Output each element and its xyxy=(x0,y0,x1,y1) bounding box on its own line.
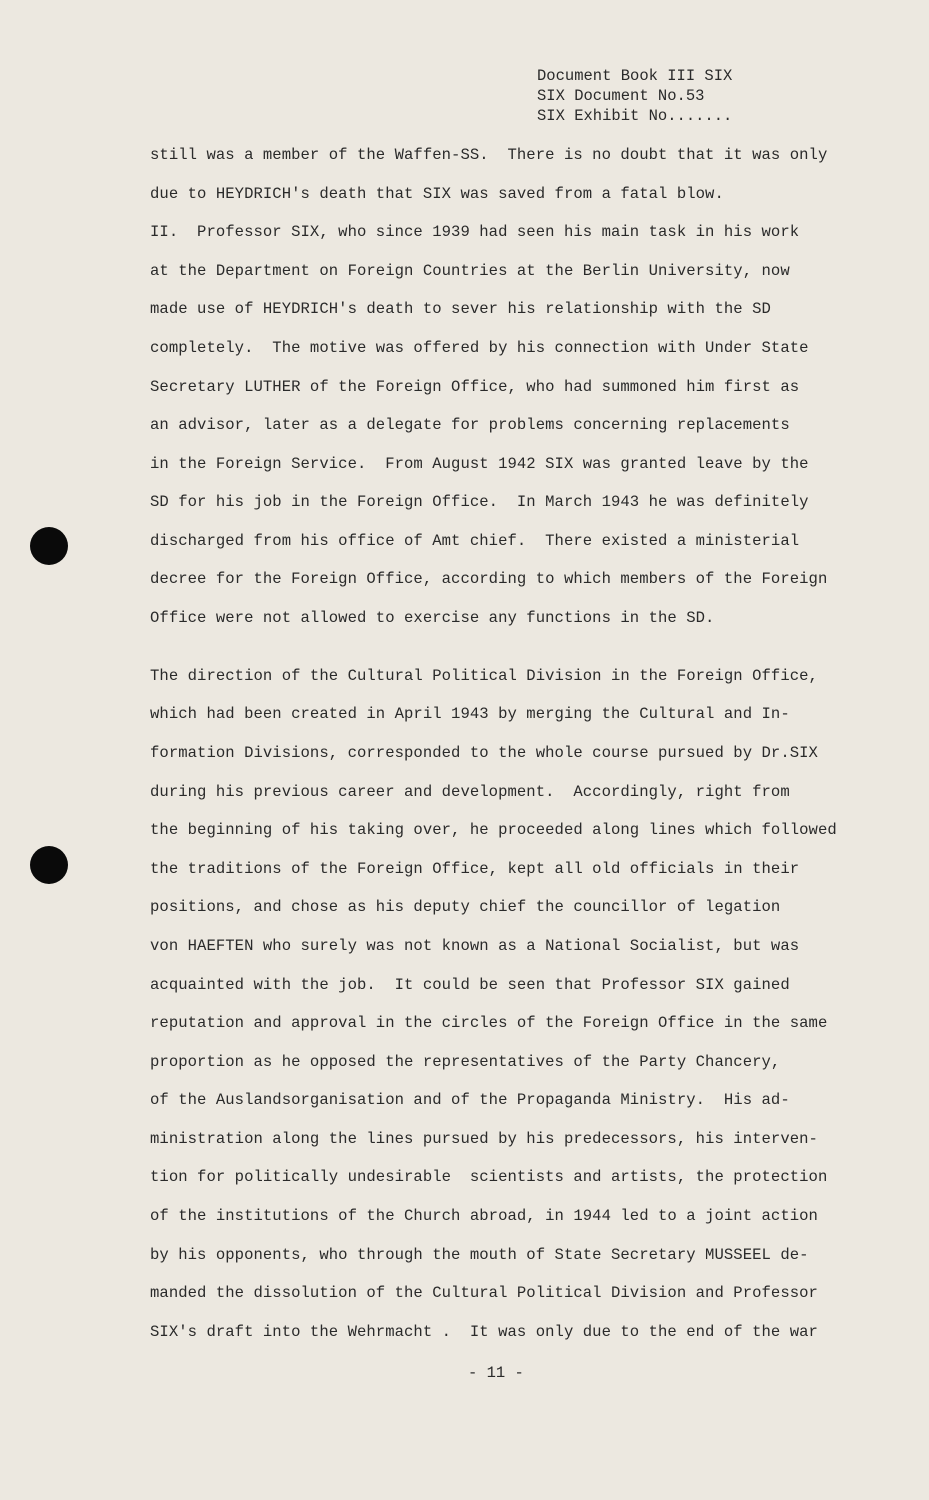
text-line: The direction of the Cultural Political Division in the Foreign Office, xyxy=(150,667,818,685)
text-line: of the Auslandsorganisation and of the Propaganda Ministry. His ad- xyxy=(150,1091,790,1109)
punch-hole-icon xyxy=(30,527,68,565)
text-line: at the Department on Foreign Countries at the Berlin University, now xyxy=(150,262,790,280)
text-line: von HAEFTEN who surely was not known as a National Socialist, but was xyxy=(150,937,800,955)
text-line: of the institutions of the Church abroad, in 1944 led to a joint action xyxy=(150,1207,818,1225)
text-line: ministration along the lines pursued by his predecessors, his interven- xyxy=(150,1130,818,1148)
document-header xyxy=(537,66,732,126)
text-line: Secretary LUTHER of the Foreign Office, who had summoned him first as xyxy=(150,378,800,396)
text-line: tion for politically undesirable scientists and artists, the protection xyxy=(150,1168,828,1186)
text-line: in the Foreign Service. From August 1942 SIX was granted leave by the xyxy=(150,455,809,473)
text-line: Office were not allowed to exercise any functions in the SD. xyxy=(150,609,715,627)
text-line: positions, and chose as his deputy chief the councillor of legation xyxy=(150,898,781,916)
text-line: decree for the Foreign Office, according to which members of the Foreign xyxy=(150,570,828,588)
text-line: discharged from his office of Amt chief. There existed a ministerial xyxy=(150,532,800,550)
text-line: which had been created in April 1943 by merging the Cultural and In- xyxy=(150,705,790,723)
text-line: proportion as he opposed the representatives of the Party Chancery, xyxy=(150,1053,781,1071)
header-line: SIX Document No.53 xyxy=(537,87,705,105)
text-line: SIX's draft into the Wehrmacht . It was only due to the end of the war xyxy=(150,1323,818,1341)
punch-hole-icon xyxy=(30,846,68,884)
text-line: the traditions of the Foreign Office, kept all old officials in their xyxy=(150,860,800,878)
text-line: completely. The motive was offered by his connection with Under State xyxy=(150,339,809,357)
page-number: - 11 - xyxy=(468,1364,524,1382)
text-line: due to HEYDRICH's death that SIX was saved from a fatal blow. xyxy=(150,185,724,203)
text-line: II. Professor SIX, who since 1939 had seen his main task in his work xyxy=(150,223,800,241)
text-line: an advisor, later as a delegate for problems concerning replacements xyxy=(150,416,790,434)
text-line: still was a member of the Waffen-SS. There is no doubt that it was only xyxy=(150,146,828,164)
text-line: during his previous career and development. Accordingly, right from xyxy=(150,783,790,801)
text-line: SD for his job in the Foreign Office. In March 1943 he was definitely xyxy=(150,493,809,511)
header-line: SIX Exhibit No....... xyxy=(537,107,733,125)
text-line: acquainted with the job. It could be seen that Professor SIX gained xyxy=(150,976,790,994)
text-line: the beginning of his taking over, he proceeded along lines which followed xyxy=(150,821,837,839)
text-line: formation Divisions, corresponded to the whole course pursued by Dr.SIX xyxy=(150,744,818,762)
text-line: reputation and approval in the circles of the Foreign Office in the same xyxy=(150,1014,828,1032)
text-line: by his opponents, who through the mouth of State Secretary MUSSEEL de- xyxy=(150,1246,809,1264)
text-line: made use of HEYDRICH's death to sever his relationship with the SD xyxy=(150,300,771,318)
header-line: Document Book III SIX xyxy=(537,67,733,85)
text-line: manded the dissolution of the Cultural Political Division and Professor xyxy=(150,1284,818,1302)
